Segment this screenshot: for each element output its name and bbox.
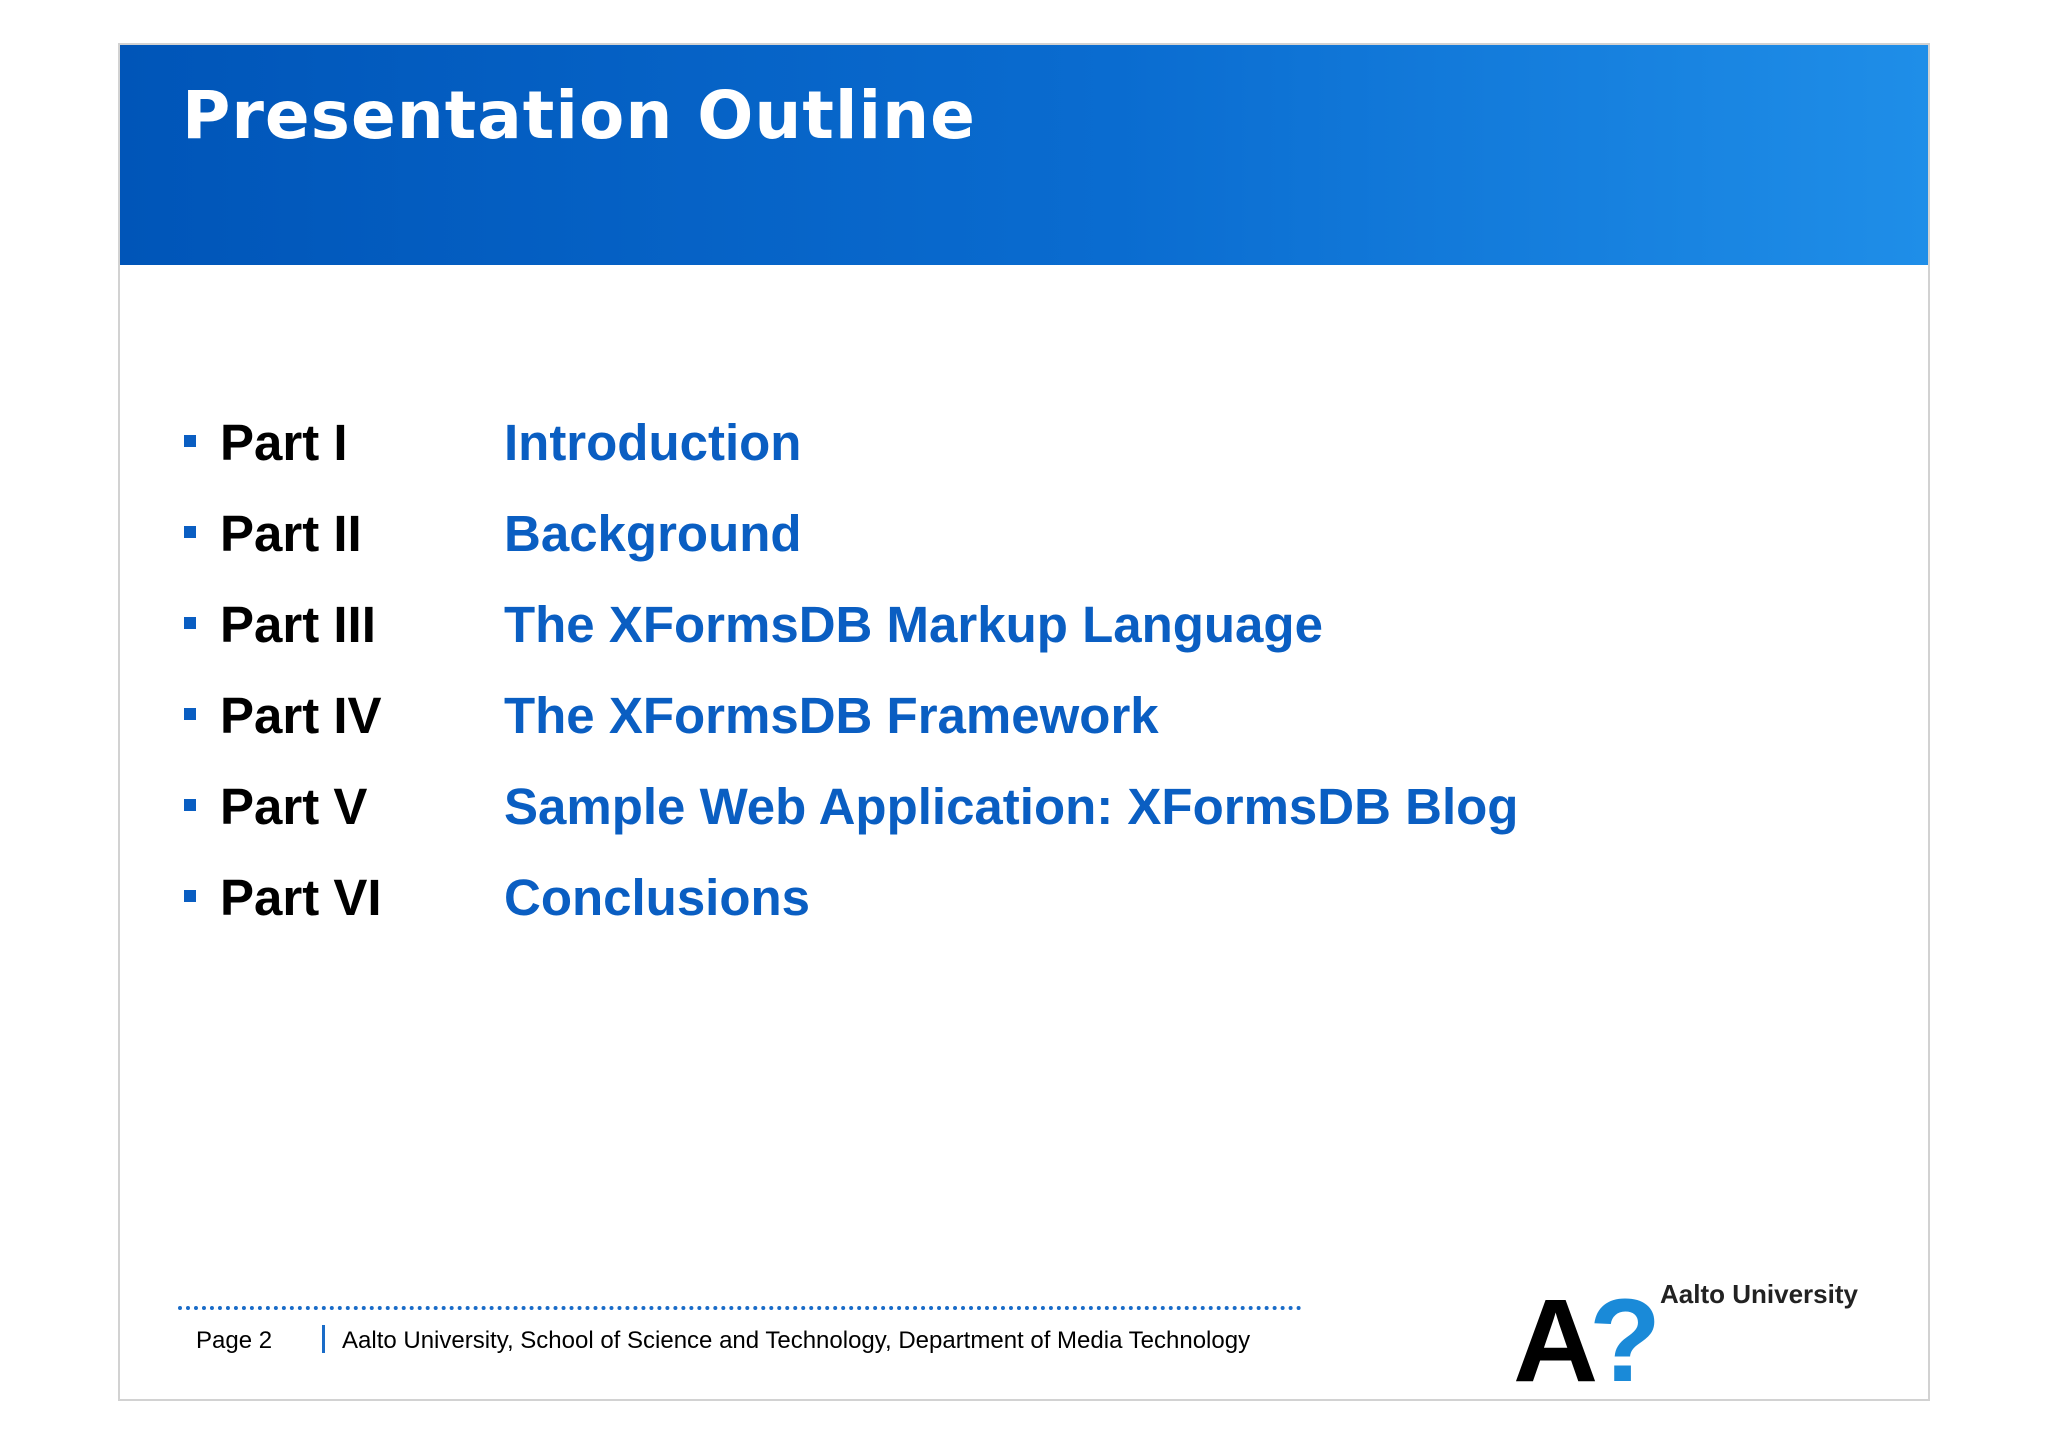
- outline-item-part-6: [182, 858, 1782, 949]
- part-title: Conclusions: [504, 869, 811, 926]
- part-title: The XFormsDB Markup Language: [504, 596, 1323, 653]
- part-title: The XFormsDB Framework: [504, 687, 1159, 744]
- bullet-icon: [184, 799, 196, 811]
- outline-item-part-3: [182, 585, 1782, 676]
- logo-a-glyph: A: [1513, 1275, 1599, 1395]
- bullet-icon: [184, 435, 196, 447]
- part-label: Part I: [220, 414, 348, 471]
- bullet-icon: [184, 526, 196, 538]
- logo-question-glyph: ?: [1589, 1275, 1662, 1395]
- part-label: Part III: [220, 596, 376, 653]
- outline-item-part-5: [182, 767, 1782, 858]
- part-label: Part II: [220, 505, 362, 562]
- slide-title: Presentation Outline: [182, 77, 976, 154]
- bullet-icon: [184, 617, 196, 629]
- slide-header: [120, 45, 1928, 265]
- part-title: Sample Web Application: XFormsDB Blog: [504, 778, 1519, 835]
- page-number: Page 2: [196, 1327, 273, 1354]
- aalto-logo-icon: [1513, 1275, 1663, 1395]
- part-label: Part V: [220, 778, 368, 835]
- footer-separator: [322, 1325, 325, 1353]
- outline-item-part-1: [182, 403, 1782, 494]
- slide: [118, 43, 1930, 1401]
- part-label: Part IV: [220, 687, 382, 744]
- bullet-icon: [184, 890, 196, 902]
- part-title: Introduction: [504, 414, 802, 471]
- university-name: Aalto University: [1660, 1279, 1858, 1309]
- footer-divider-line: [178, 1306, 1302, 1310]
- part-label: Part VI: [220, 869, 382, 926]
- outline-item-part-2: [182, 494, 1782, 585]
- footer-institution: Aalto University, School of Science and Technology, Department of Media Technology: [342, 1327, 1251, 1354]
- part-title: Background: [504, 505, 802, 562]
- outline-item-part-4: [182, 676, 1782, 767]
- bullet-icon: [184, 708, 196, 720]
- outline-list: [182, 403, 1782, 949]
